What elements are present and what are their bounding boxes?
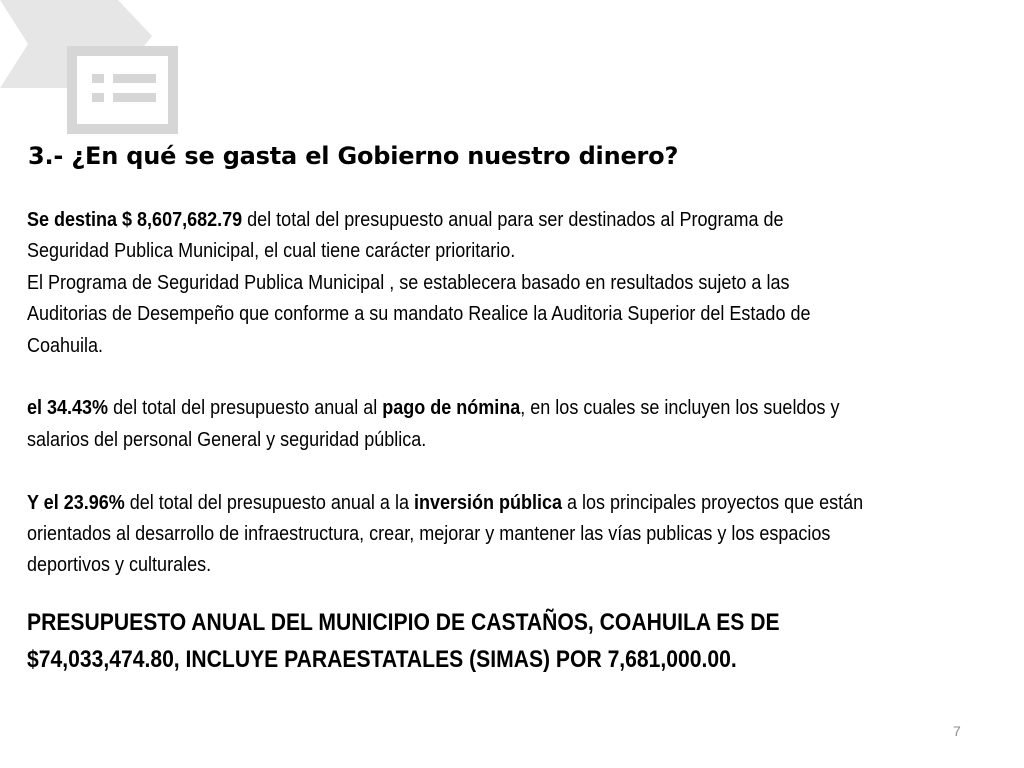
payroll-term: pago de nómina <box>382 397 521 420</box>
budget-summary-line-1: PRESUPUESTO ANUAL DEL MUNICIPIO DE CASTAÑOS, COAHUILA ES DE <box>27 609 780 636</box>
security-program-line-3: Coahuila. <box>27 334 104 357</box>
security-amount: Se destina $ 8,607,682.79 <box>27 209 243 231</box>
page-number: 7 <box>953 723 961 739</box>
budget-summary <box>27 604 780 678</box>
investment-line-3: deportivos y culturales. <box>27 554 212 577</box>
investment-line-2: orientados al desarrollo de infraestructura, crear, mejorar y mantener las vías publicas y los espacios <box>27 523 831 546</box>
slide-body <box>27 205 905 582</box>
paragraph-gap <box>27 456 905 487</box>
list-line-2 <box>113 93 156 102</box>
security-budget-line-1: Se destina $ 8,607,682.79 del total del presupuesto anual para ser destinados al Programa de <box>27 209 784 231</box>
investment-term: inversión pública <box>413 491 562 514</box>
payroll-line-2: salarios del personal General y seguridad pública. <box>27 428 427 451</box>
list-bullet-2 <box>92 93 104 102</box>
document-list-icon <box>0 0 190 140</box>
security-program-line-1: El Programa de Seguridad Publica Municipal , se establecera basado en resultados sujeto a las <box>27 271 790 294</box>
document-page <box>77 56 168 124</box>
slide-title: 3.- ¿En qué se gasta el Gobierno nuestro dinero? <box>28 142 679 170</box>
list-bullet-1 <box>92 74 104 83</box>
list-line-1 <box>113 74 156 83</box>
security-budget-line-2: Seguridad Publica Municipal, el cual tiene carácter prioritario. <box>27 240 516 263</box>
budget-summary-line-2: $74,033,474.80, INCLUYE PARAESTATALES (SIMAS) POR 7,681,000.00. <box>27 646 737 673</box>
paragraph-gap <box>27 362 905 393</box>
investment-percent: Y el 23.96% <box>27 491 125 514</box>
security-program-line-2: Auditorias de Desempeño que conforme a su mandato Realice la Auditoria Superior del Estado de <box>27 303 811 326</box>
payroll-percent: el 34.43% <box>27 397 109 420</box>
investment-line-1: Y el 23.96% del total del presupuesto anual a la inversión pública a los principales proyectos que están <box>27 491 864 514</box>
payroll-line-1: el 34.43% del total del presupuesto anual al pago de nómina, en los cuales se incluyen los sueldos y <box>27 397 840 420</box>
